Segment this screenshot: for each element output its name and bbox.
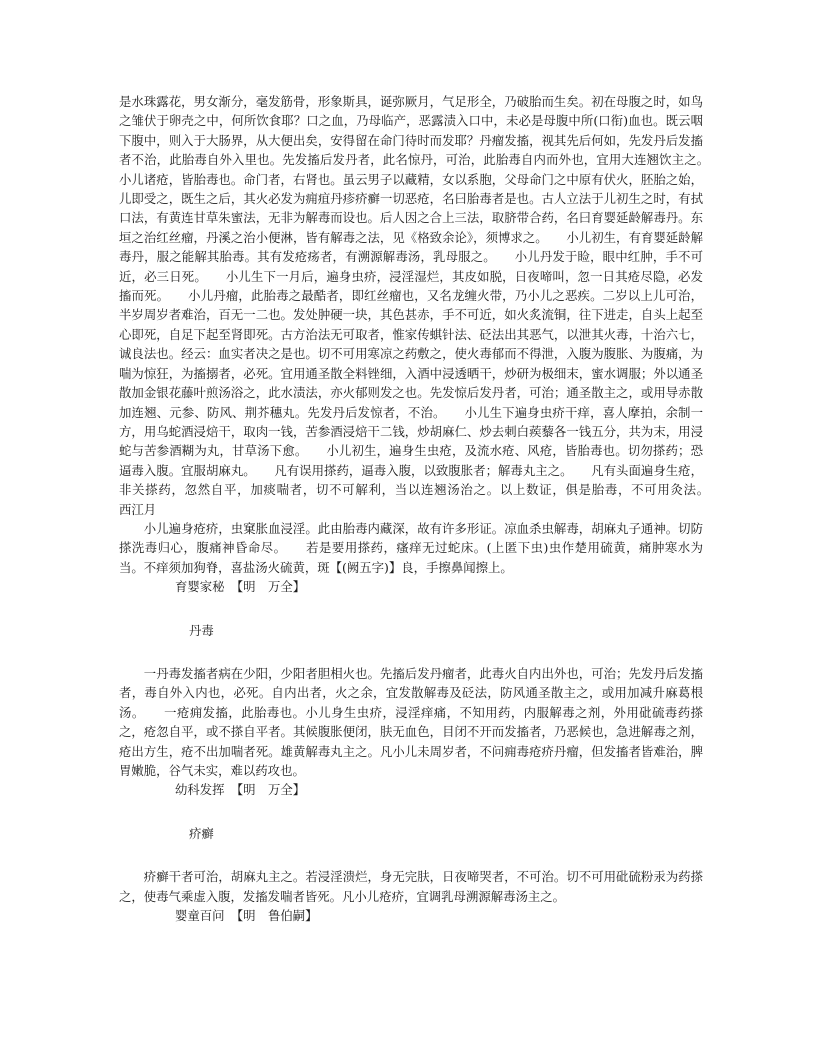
source-citation-3 — [119, 906, 703, 925]
source-dynasty: 明 — [243, 579, 256, 595]
bracket-open: 【 — [236, 579, 244, 595]
section-heading-jiexuan: 疥癣 — [189, 825, 214, 841]
paragraph-body-3: 一丹毒发搐者病在少阳，少阳者胆相火也。先搐后发丹瘤者，此毒火自内出外也，可治；先发丹后发搐者，毒自外入内也，必死。自内出者，火之余，宜发散解毒及砭法，防风通圣散主之，或用加减升麻葛根汤。 一疮痈发搐，此胎毒也。小儿身生虫疥，浸淫痒痛，不知用药，内服解毒之剂，外用砒硫毒药搽之，疮忽自平，或不搽自平者。其候腹胀便闭，肤无血色，目闭不开而发搐者，乃恶候也，急进解毒之剂，疮出方生，疮不出加喘者死。雄黄解毒丸主之。凡小儿未周岁者，不问痈毒疮疥丹瘤，但发搐者皆难治，脾胃嫩脆，谷气未实，难以药攻也。 — [119, 665, 703, 778]
source-book: 婴童百问 — [175, 908, 225, 924]
bracket-close: 】 — [292, 782, 306, 798]
source-dynasty: 明 — [243, 782, 256, 798]
document-page — [119, 92, 728, 925]
source-author: 万全 — [267, 782, 293, 798]
paragraph-body-4: 疥癣干者可治，胡麻丸主之。若浸淫溃烂，身无完肤，日夜啼哭者，不可治。切不可用砒硫粉汞为药搽之，使毒气乘虚入腹，发搐发喘者皆死。凡小儿疮疥，宜调乳母溯源解毒汤主之。 — [119, 869, 703, 904]
paragraph-body-1: 是水珠露花，男女渐分，毫发筋骨，形象斯具，诞弥厥月，气足形全，乃破胎而生矣。初在母腹之时，如鸟之雏伏于卵壳之中，何所饮食耶？口之血，乃母临产，恶露渍入口中，未必是母腹中所(口衔)血也。既云咽下腹中，则入于大肠界，从大便出矣，安得留在命门待时而发耶？丹瘤发搐，视其先后何如，先发丹后发搐者不治，此胎毒自外入里也。先发搐后发丹者，此名惊丹，可治，此胎毒自内而外也，宜用大连翘饮主之。 小儿诸疮，皆胎毒也。命门者，右肾也。虽云男子以藏精，女以系胞，父母命门之中原有伏火，胚胎之始，儿即受之，既生之后，其火必发为痈疽丹疹疥癣一切恶疮，名曰胎毒者是也。古人立法于儿初生之时，有拭口法，有黄连甘草朱蜜法，无非为解毒而设也。后人因之合上三法，取脐带合药，名曰育婴延龄解毒丹。东垣之治红丝瘤，丹溪之治小便淋，皆有解毒之法，见《格致余论》，须博求之。 小儿初生，有育婴延龄解毒丹，服之能解其胎毒。其有发疮疡者，有溯源解毒汤，乳母服之。 小儿丹发于睑，眼中红肿，手不可近，必三日死。 小儿生下一月后，遍身虫疥，浸淫湿烂，其皮如脱，日夜啼叫，忽一日其疮尽隐，必发搐而死。 小儿丹瘤，此胎毒之最酷者，即红丝瘤也，又名龙缠火带，乃小儿之恶疾。二岁以上儿可治，半岁周岁者难治，百无一二也。发处肿硬一块，其色甚赤，手不可近，如火炙流铜，往下进走，自头上起至心即死，自足下起至肾即死。古方治法无可取者，惟家传蜞针法、砭法出其恶气，以泄其火毒，十治六七，诚良法也。经云：血实者决之是也。切不可用寒凉之药敷之，使火毒郁而不得泄，入腹为腹胀、为腹痛，为喘为惊狂，为搐搦者，必死。宜用通圣散全料锉细，入酒中浸透晒干，炒研为极细末，蜜水调服；外以通圣散加金银花藤叶煎汤浴之，此水渍法，亦火郁则发之也。先发惊后发丹者，可治；通圣散主之，或用导赤散加连翘、元参、防风、荆芥穗丸。先发丹后发惊者，不治。 小儿生下遍身虫疥干痒，喜人摩拍，余制一方，用乌蛇酒浸焙干，取肉一钱，苦参酒浸焙干二钱，炒胡麻仁、炒去刺白蒺藜各一钱五分，共为末，用浸蛇与苦参酒糊为丸，甘草汤下愈。 小儿初生，遍身生虫疮，及流水疮、风疮，皆胎毒也。切勿搽药；恐逼毒入腹。宜服胡麻丸。 凡有误用搽药，逼毒入腹，以致腹胀者；解毒丸主之。 凡有头面遍身生疮，非关搽药，忽然自平，加痰喘者，切不可解利，当以连翘汤治之。以上数证，俱是胎毒，不可用灸法。 西江月 — [119, 94, 728, 517]
bracket-close: 】 — [292, 579, 306, 595]
section-heading-dandu: 丹毒 — [189, 622, 214, 638]
source-book: 幼科发挥 — [175, 782, 225, 798]
source-author: 万全 — [267, 579, 293, 595]
source-citation-1 — [119, 577, 703, 596]
paragraph-body-2: 小儿遍身疮疥，虫窠胀血浸淫。此由胎毒内藏深，故有许多形证。凉血杀虫解毒，胡麻丸子通神。切防搽洗毒归心，腹痛神昏命尽。 若是要用搽药，瘙痒无过蛇床。(上匿下虫)虫作楚用硫黄，痛肿寒水为当。不痒须加狗脊，喜盐汤火硫黄，斑【(阙五字)】良，手擦鼻闻擦上。 — [119, 520, 703, 575]
bracket-open: 【 — [236, 908, 244, 924]
bracket-close: 】 — [305, 908, 318, 924]
source-citation-2 — [119, 780, 703, 799]
source-author: 鲁伯嗣 — [267, 908, 306, 924]
source-book: 育婴家秘 — [175, 579, 225, 595]
source-dynasty: 明 — [243, 908, 256, 924]
bracket-open: 【 — [236, 782, 244, 798]
